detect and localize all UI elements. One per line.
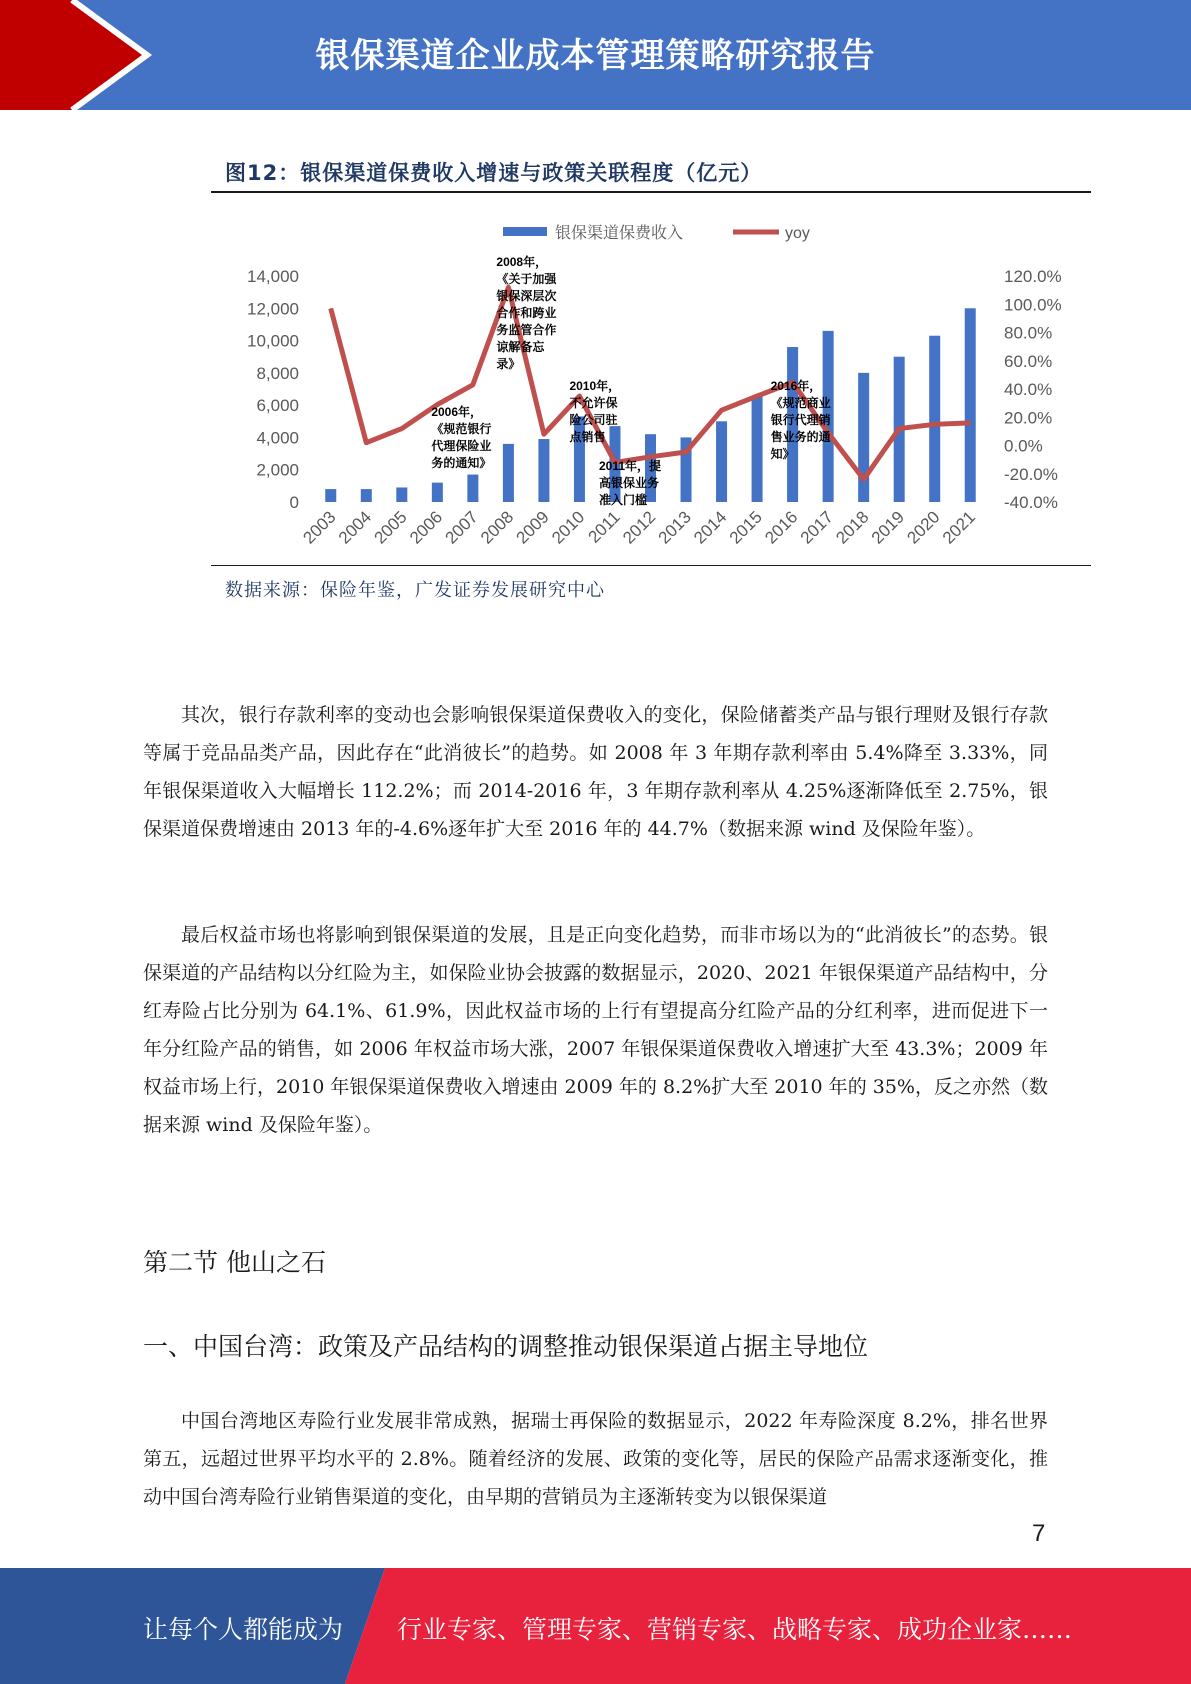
y-right-tick-label: -20.0% [1004,464,1058,484]
annotation-2006: 《规范银行 [431,422,492,436]
x-tick-label: 2009 [512,507,553,548]
x-tick-label: 2007 [441,507,482,548]
y-right-tick-label: -40.0% [1004,493,1058,512]
y-left-tick-label: 2,000 [256,460,299,480]
annotation-2016: 知》 [770,447,795,461]
annotation-2008: 2008年， [496,255,548,269]
yoy-point-2005 [401,428,402,429]
y-left-tick-label: 14,000 [247,267,299,286]
x-tick-label: 2013 [654,507,695,548]
annotation-2006: 务的通知》 [431,456,492,470]
section-heading: 第二节 他山之石 [143,1248,326,1277]
premium-yoy-chart [211,200,1091,562]
bar-2004 [361,489,372,502]
x-tick-label: 2010 [548,507,589,548]
annotation-2016: 《规范商业 [770,396,831,410]
annotation-2010: 险公司驻 [569,413,618,427]
x-tick-label: 2014 [690,507,731,548]
bar-2005 [396,487,407,502]
annotation-2008: 谅解备忘 [496,340,545,354]
annotation-2008: 录》 [496,357,521,371]
annotation-2011: 准入门槛 [598,493,647,507]
x-tick-label: 2003 [299,507,340,548]
yoy-point-2012 [650,456,651,457]
y-left-tick-label: 4,000 [256,428,299,448]
bar-2009 [538,439,549,502]
legend-bar-swatch [503,227,547,236]
y-right-tick-label: 120.0% [1004,267,1062,286]
yoy-point-2014 [721,410,722,411]
yoy-point-2018 [863,479,864,480]
y-right-tick-label: 100.0% [1004,295,1062,315]
y-right-tick-label: 80.0% [1004,323,1053,343]
annotation-2008: 银保深层次 [496,289,557,303]
x-tick-label: 2018 [832,507,873,548]
yoy-point-2020 [934,424,935,425]
bar-2018 [858,373,869,502]
footer-slogan-left: 让每个人都能成为 [143,1615,344,1644]
legend-bar-label: 银保渠道保费收入 [555,225,684,242]
annotation-2010: 不允许保 [569,396,618,410]
yoy-point-2013 [686,451,687,452]
y-left-tick-label: 10,000 [247,331,299,351]
annotation-2016: 2016年， [770,379,822,393]
yoy-point-2003 [330,308,331,309]
legend-line-label: yoy [785,225,810,242]
yoy-point-2009 [543,434,544,435]
chart-legend [503,224,810,242]
annotation-2006: 2006年， [431,405,483,419]
figure-rule-top [211,191,1091,193]
annotation-2011: 高银保业务 [598,476,659,490]
figure-title: 图12：银保渠道保费收入增速与政策关联程度（亿元） [225,161,763,185]
bar-2003 [325,489,336,502]
annotation-2016: 售业务的通 [770,430,831,444]
paragraph-equity-market: 最后权益市场也将影响到银保渠道的发展，且是正向变化趋势，而非市场以为的“此消彼长”的态势。银保渠道的产品结构以分红险为主，如保险业协会披露的数据显示，2020、2021 年银保渠道产品结构中，分红寿险占比分别为 64.1%、61.9%，因此权益市场的上行有望提高分红险产品的分红利率，进而促进下一年分红险产品的销售，如 2006 年权益市场大涨，2007 年银保渠道保费收入增速扩大至 43.3%；2009 年权益市场上行，2010 年银保渠道保费收入增速由 2009 年的 8.2%扩大至 2010 年的 35%，反之亦然（数据来源 wind 及保险年鉴）。 [143,924,1048,1136]
x-tick-label: 2017 [796,507,837,548]
bar-2008 [503,444,514,502]
y-right-tick-label: 20.0% [1004,408,1053,428]
y-left-tick-label: 0 [289,493,299,512]
yoy-point-2004 [366,442,367,443]
page-footer [0,1568,1191,1684]
yoy-point-2021 [970,422,971,423]
x-tick-label: 2016 [761,507,802,548]
paragraph-deposit-rate: 其次，银行存款利率的变动也会影响银保渠道保费收入的变化，保险储蓄类产品与银行理财及银行存款等属于竞品品类产品，因此存在“此消彼长”的趋势。如 2008 年 3 年期存款利率由 5.4%降至 3.33%，同年银保渠道收入大幅增长 112.2%；而 2014-2016 年，3 年期存款利率从 4.25%逐渐降低至 2.75%，银保渠道保费增速由 2013 年的-4.6%逐年扩大至 2016 年的 44.7%（数据来源 wind 及保险年鉴）。 [143,704,1048,840]
x-tick-label: 2006 [405,507,447,548]
yoy-point-2007 [472,384,473,385]
document-title: 银保渠道企业成本管理策略研究报告 [315,36,876,76]
yoy-point-2008 [508,287,509,288]
annotation-2010: 2010年， [569,379,621,393]
y-left-tick-label: 6,000 [256,396,299,416]
x-tick-label: 2012 [619,507,660,548]
subsection-heading: 一、中国台湾：政策及产品结构的调整推动银保渠道占据主导地位 [143,1332,869,1361]
annotation-2010: 点销售 [569,430,606,444]
y-left-tick-label: 8,000 [256,363,299,383]
y-right-tick-label: 40.0% [1004,380,1053,399]
figure-rule-bottom [211,565,1091,566]
yoy-point-2015 [757,396,758,397]
annotation-2016: 银行代理销 [770,413,831,427]
bar-2020 [929,336,940,502]
x-tick-label: 2011 [584,507,624,547]
page-header [0,0,1191,110]
x-tick-label: 2015 [725,507,766,548]
bar-2021 [965,308,976,502]
y-right-tick-label: 0.0% [1004,436,1043,456]
y-left-tick-label: 12,000 [247,299,299,319]
x-tick-label: 2008 [477,507,518,548]
bar-2015 [752,395,763,502]
bar-2006 [432,483,443,502]
x-tick-label: 2019 [867,507,909,548]
x-tick-label: 2004 [334,507,376,548]
yoy-point-2019 [899,428,900,429]
y-right-tick-label: 60.0% [1004,351,1053,371]
footer-slogan-right: 行业专家、管理专家、营销专家、战略专家、成功企业家…… [397,1615,1073,1644]
x-tick-label: 2021 [938,507,980,548]
annotation-2011: 2011年，提 [598,459,662,473]
annotation-2008: 务监管合作 [496,323,557,337]
bar-2007 [467,475,478,502]
annotation-2008: 合作和跨业 [496,306,557,320]
page-number: 7 [1032,1520,1046,1547]
bar-2014 [716,421,727,502]
x-tick-label: 2005 [370,507,411,548]
figure-source: 数据来源：保险年鉴，广发证券发展研究中心 [225,580,605,601]
annotation-2006: 代理保险业 [431,439,492,453]
annotation-2008: 《关于加强 [496,272,557,286]
x-tick-label: 2020 [903,507,944,548]
paragraph-taiwan: 中国台湾地区寿险行业发展非常成熟，据瑞士再保险的数据显示，2022 年寿险深度 8.2%，排名世界第五，远超过世界平均水平的 2.8%。随着经济的发展、政策的变化等，居民的保险产品需求逐渐变化，推动中国台湾寿险行业销售渠道的变化，由早期的营销员为主逐渐转变为以银保渠道 [143,1410,1048,1508]
